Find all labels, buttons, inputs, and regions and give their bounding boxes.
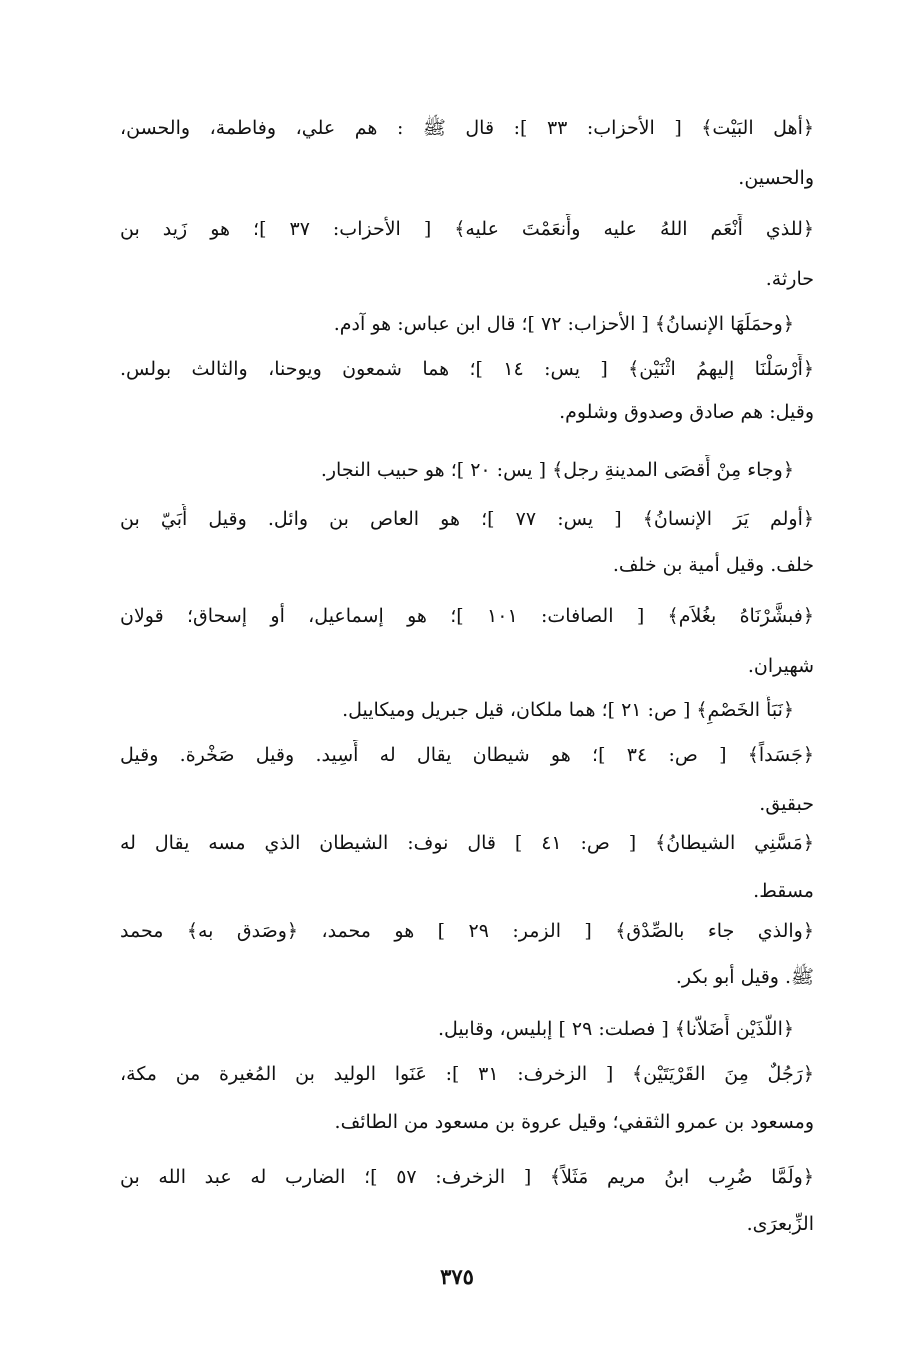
text-line: حارثة. — [765, 268, 814, 290]
text-line: ﴿رَجُلٌ مِنَ القَرْيَتَيْن﴾ [ الزخرف: ٣١ ]: عَنَوا الوليد بن المُغيرة من مكة، — [120, 1063, 814, 1085]
text-line: ﴿أهل البَيْت﴾ [ الأحزاب: ٣٣ ]: قال ﷺ : هم علي، وفاطمة، والحسن، — [120, 117, 814, 139]
text-line: ومسعود بن عمرو الثقفي؛ وقيل عروة بن مسعود من الطائف. — [334, 1111, 814, 1133]
text-line: ﴿وحمَلَهَا الإنسانُ﴾ [ الأحزاب: ٧٢ ]؛ قال ابن عباس: هو آدم. — [333, 313, 794, 335]
text-line: خلف. وقيل أمية بن خلف. — [612, 554, 814, 576]
text-line: ﴿فبشَّرْنَاهُ بغُلاَم﴾ [ الصافات: ١٠١ ]؛ هو إسماعيل، أو إسحاق؛ قولان — [120, 605, 814, 627]
text-line: الزِّبعرَى. — [746, 1213, 814, 1235]
text-line: ﴿مَسَّنِي الشيطانُ﴾ [ ص: ٤١ ] قال نوف: الشيطان الذي مسه يقال له — [120, 832, 814, 854]
text-line: ﴿اللّذَيْن أَضَلاّنا﴾ [ فصلت: ٢٩ ] إبليس، وقابيل. — [437, 1018, 794, 1040]
text-line: ﴿وجاء مِنْ أَقصَى المدينةِ رجل﴾ [ يس: ٢٠ ]؛ هو حبيب النجار. — [320, 459, 794, 481]
text-line: ﴿أولم يَرَ الإنسانُ﴾ [ يس: ٧٧ ]؛ هو العاص بن وائل. وقيل أُبَيّ بن — [120, 508, 814, 530]
text-line: مسقط. — [753, 880, 814, 902]
text-line: ﷺ. وقيل أبو بكر. — [675, 966, 814, 988]
text-line: ﴿أَرْسَلْنَا إليهمُ اثْنَيْن﴾ [ يس: ١٤ ]؛ هما شمعون ويوحنا، والثالث بولس. — [120, 358, 814, 380]
text-line: وقيل: هم صادق وصدوق وشلوم. — [559, 401, 814, 423]
text-line: حبقيق. — [759, 793, 814, 815]
text-line: ﴿نَبَأُ الخَصْمِ﴾ [ ص: ٢١ ]؛ هما ملكان، قيل جبريل وميكاييل. — [342, 699, 794, 721]
text-line: والحسين. — [738, 167, 814, 189]
text-line: ﴿والذي جاء بالصِّدْق﴾ [ الزمر: ٢٩ ] هو محمد، ﴿وصَدق به﴾ محمد — [120, 920, 814, 942]
text-line: ﴿ولَمَّا ضُرِب ابنُ مريم مَثَلاً﴾ [ الزخرف: ٥٧ ]؛ الضارب له عبد الله بن — [120, 1166, 814, 1188]
text-line: ﴿للذي أَنْعَم اللهُ عليه وأَنعَمْتَ عليه﴾ [ الأحزاب: ٣٧ ]؛ هو زَيد بن — [120, 218, 814, 240]
page-number: ٣٧٥ — [440, 1264, 474, 1289]
text-line: شهيران. — [747, 655, 814, 677]
text-line: ﴿جَسَداً﴾ [ ص: ٣٤ ]؛ هو شيطان يقال له أَسِيد. وقيل صَخْرة. وقيل — [120, 744, 814, 766]
